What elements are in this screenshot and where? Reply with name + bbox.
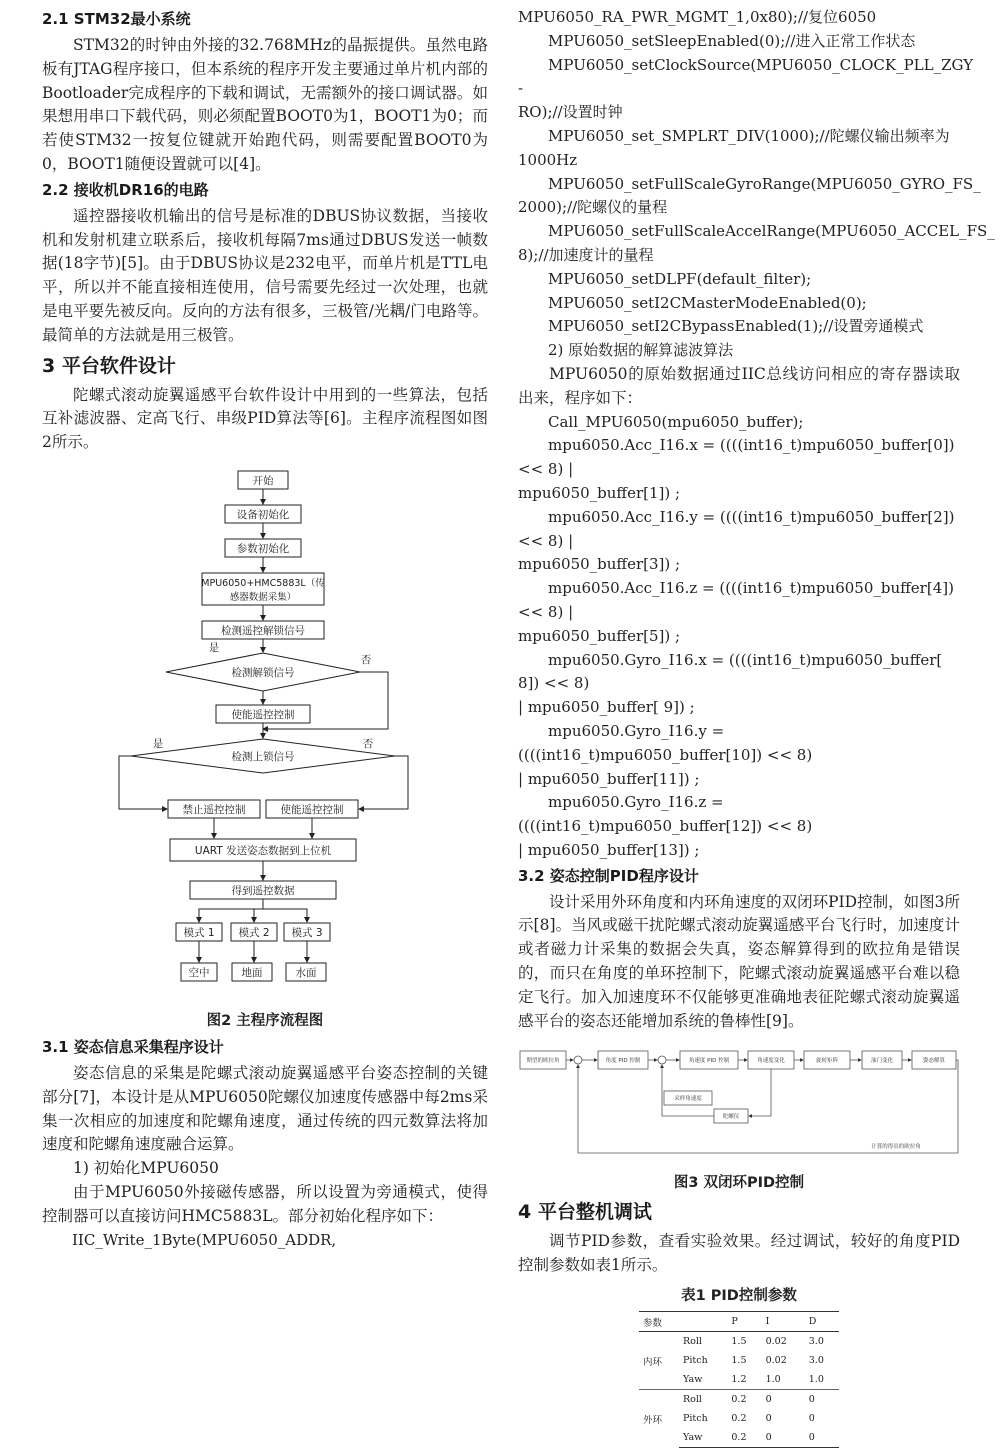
code-line: 2) 原始数据的解算滤波算法	[548, 341, 734, 360]
code-line: | mpu6050_buffer[11]) ;	[518, 769, 700, 788]
table-header-cell: D	[805, 1312, 839, 1332]
code-line: 2000);//陀螺仪的量程	[518, 198, 668, 217]
code-line: mpu6050.Acc_I16.y = ((((int16_t)mpu6050_buffer[2]) << 8) |	[518, 507, 955, 550]
code-line: 1000Hz	[518, 150, 578, 169]
table-row	[639, 1390, 839, 1410]
code-line: MPU6050_setI2CMasterModeEnabled(0);	[548, 293, 867, 312]
table-cell: 0	[762, 1428, 805, 1448]
section-3-1-title: 3.1 姿态信息采集程序设计	[42, 1037, 224, 1056]
flow-check-unlock-label: 检测解锁信号	[231, 666, 295, 679]
bd-b3-label: 角速度 PID 控制	[688, 1058, 730, 1065]
table-cell: 3.0	[808, 1336, 824, 1348]
code-line: mpu6050.Gyro_I16.z = ((((int16_t)mpu6050_buffer[12]) << 8)	[518, 793, 813, 836]
flow-water-label: 水面	[295, 966, 317, 979]
flow-init-param-label: 参数初始化	[236, 542, 290, 555]
flow-get-rc-label: 得到遥控数据	[231, 884, 295, 897]
outer-loop-label: 外环	[639, 1390, 679, 1448]
table-cell: Roll	[679, 1390, 727, 1410]
table-cell: 1.5	[731, 1355, 747, 1367]
table-cell: Roll	[683, 1336, 702, 1348]
section-3-1-bypass-paragraph: 由于MPU6050外接磁传感器，所以设置为旁通模式，使得控制器可以直接访问HMC5883L。部分初始化程序如下：	[42, 1182, 488, 1225]
code-line: mpu6050.Gyro_I16.y = ((((int16_t)mpu6050_buffer[10]) << 8)	[518, 721, 813, 764]
table-cell: Yaw	[683, 1374, 703, 1386]
flow-disable-rc-label: 禁止遥控控制	[182, 803, 246, 816]
flow-enable-rc2-label: 使能遥控控制	[280, 803, 344, 816]
code-line: RO);//设置时钟	[518, 103, 623, 122]
section-3-2-title: 3.2 姿态控制PID程序设计	[518, 866, 699, 885]
flow-no2-label: 否	[362, 737, 374, 750]
table-header-cell: 参数	[639, 1312, 679, 1332]
read-code-block	[518, 411, 960, 863]
table-cell: 0	[805, 1390, 839, 1410]
flow-ground-label: 地面	[241, 966, 263, 979]
code-line: MPU6050_setFullScaleGyroRange(MPU6050_GYRO_FS_	[548, 174, 981, 193]
table-header-row	[639, 1312, 839, 1332]
code-line: MPU6050_RA_PWR_MGMT_1,0x80);//复位6050	[518, 8, 877, 26]
flow-detect-signal-label: 检测遥控解锁信号	[221, 624, 305, 637]
code-line: mpu6050.Acc_I16.z = ((((int16_t)mpu6050_buffer[4]) << 8) |	[518, 579, 954, 621]
table-cell: 0	[808, 1413, 815, 1425]
code-line: mpu6050_buffer[5]) ;	[518, 626, 681, 645]
section-3-2-paragraph: 设计采用外环角度和内环角速度的双闭环PID控制，如图3所示[8]。当风或磁干扰陀螺式滚动旋翼遥感平台飞行时，加速度计或者磁力计采集的数据会失真，姿态解算得到的欧拉角是错误的，而只在角度的单环控制下，陀螺式滚动旋翼遥感平台难以稳定飞行。加入加速度环不仅能够更准确地表征陀螺式滚动旋翼遥感平台的姿态还能增加系统的鲁棒性[9]。	[518, 892, 960, 1030]
section-4-paragraph: 调节PID参数，查看实验效果。经过调试，较好的角度PID控制参数如表1所示。	[518, 1232, 960, 1275]
section-2-2-title: 2.2 接收机DR16的电路	[42, 180, 209, 199]
flow-init-device-label: 设备初始化	[236, 508, 290, 521]
code-line: MPU6050_setFullScaleAccelRange(MPU6050_ACCEL_FS_	[548, 222, 995, 241]
main-flowchart	[42, 467, 488, 1007]
table-cell: 0.2	[727, 1390, 761, 1410]
table-row	[639, 1332, 839, 1352]
flow-start-label: 开始	[252, 474, 274, 487]
section-3-1-step1: 1) 初始化MPU6050	[73, 1159, 219, 1178]
section-3-title: 3 平台软件设计	[42, 354, 176, 377]
section-4-title: 4 平台整机调试	[518, 1201, 652, 1224]
table-cell: 0.02	[765, 1336, 787, 1348]
flow-enable-rc-label: 使能遥控控制	[231, 708, 295, 721]
flow-no1-label: 否	[360, 653, 372, 666]
inner-loop-label: 内环	[643, 1356, 663, 1368]
bd-b4-label: 角速度变化	[757, 1058, 785, 1065]
bd-b5-label: 旋转矩阵	[815, 1058, 839, 1065]
table-cell: 0	[762, 1390, 805, 1410]
flow-mode2-label: 模式 2	[238, 926, 270, 939]
section-2-2-paragraph: 遥控器接收机输出的信号是标准的DBUS协议数据，当接收机和发射机建立联系后，接收机每隔7ms通过DBUS发送一帧数据(18字节)[5]。由于DBUS协议是232电平，而单片机是TTL电平，所以并不能直接相连使用，信号需要先经过一次处理，也就是电平要先被反向。反向的方法有很多，三极管/光耦/门电路等。最简单的方法就是用三极管。	[42, 206, 488, 344]
section-3-1-paragraph: 姿态信息的采集是陀螺式滚动旋翼遥感平台姿态控制的关键部分[7]，本设计是从MPU6050陀螺仪加速度传感器中每2ms采集一次相应的加速度和陀螺角速度，通过传统的四元数算法将加速度和陀螺角速度融合运算。	[42, 1063, 488, 1154]
table-cell: 0.2	[727, 1428, 761, 1448]
section-3-1-code-line: IIC_Write_1Byte(MPU6050_ADDR,	[72, 1230, 337, 1249]
flow-air-label: 空中	[188, 966, 210, 979]
bd-b6-label: 油门变化	[870, 1058, 894, 1065]
table-cell: Pitch	[683, 1413, 708, 1425]
code-line: mpu6050_buffer[1]) ;	[518, 483, 681, 502]
bd-sum2	[658, 1056, 666, 1064]
flow-yes1-label: 是	[208, 641, 220, 654]
flow-uart-label: UART 发送姿态数据到上位机	[194, 844, 332, 857]
flow-yes2-label: 是	[152, 737, 164, 750]
right-column	[518, 6, 995, 1448]
table-header-cell: P	[727, 1312, 761, 1332]
table-cell: 0.02	[765, 1355, 787, 1367]
pid-block-diagram	[518, 1047, 960, 1165]
table-cell: 1.2	[731, 1374, 747, 1386]
table-cell: 0	[805, 1428, 839, 1448]
bd-sum1	[574, 1056, 582, 1064]
flow-check-lock-label: 检测上锁信号	[231, 750, 295, 763]
bd-b2-label: 角度 PID 控制	[605, 1058, 641, 1065]
table-header-cell	[679, 1312, 727, 1332]
bd-b10-label: 计算的得出的欧拉角	[871, 1144, 921, 1151]
bd-b9-label: 陀螺仪	[722, 1114, 740, 1121]
flow-sensor-label-1: MPU6050+HMC5883L（传	[201, 577, 325, 589]
code-line: MPU6050_setDLPF(default_filter);	[548, 269, 812, 288]
code-line: MPU6050_set_SMPLRT_DIV(1000);//陀螺仪输出频率为	[548, 126, 950, 145]
table-cell: 0	[765, 1413, 772, 1425]
bd-b1-label: 期望的欧拉角	[526, 1058, 560, 1065]
table-cell: Yaw	[679, 1428, 727, 1448]
code-line: mpu6050_buffer[3]) ;	[518, 555, 681, 574]
code-line: 8);//加速度计的量程	[518, 245, 654, 264]
figure-2-caption: 图2 主程序流程图	[206, 1012, 324, 1029]
code-line: | mpu6050_buffer[ 9]) ;	[518, 698, 695, 717]
table-cell: 1.0	[808, 1374, 824, 1386]
table-cell: 0.2	[731, 1413, 747, 1425]
table-cell: 1.5	[731, 1336, 747, 1348]
code-line: mpu6050.Acc_I16.x = ((((int16_t)mpu6050_buffer[0]) << 8) |	[518, 436, 955, 479]
section-2-1-title: 2.1 STM32最小系统	[42, 10, 191, 28]
code-line: | mpu6050_buffer[13]) ;	[518, 840, 700, 859]
pid-parameter-table	[639, 1311, 839, 1448]
table-cell: 1.0	[765, 1374, 781, 1386]
code-line: MPU6050_setI2CBypassEnabled(1);//设置旁通模式	[548, 317, 924, 336]
section-2-1-paragraph: STM32的时钟由外接的32.768MHz的晶振提供。虽然电路板有JTAG程序接口，但本系统的程序开发主要通过单片机内部的Bootloader完成程序的下载和调试，无需额外的接口调试器。如果想用串口下载代码，则必须配置BOOT0为1，BOOT1为0；而若使STM32一按复位键就开始跑代码，则需要配置BOOT0为0，BOOT1随便设置就可以[4]。	[42, 36, 488, 173]
flow-mode1-label: 模式 1	[183, 926, 215, 939]
flow-sensor-label-2: 感器数据采集）	[229, 591, 297, 603]
code-line: mpu6050.Gyro_I16.x = ((((int16_t)mpu6050_buffer[ 8]) << 8)	[518, 650, 943, 693]
bd-b7-label: 姿态解算	[922, 1058, 946, 1065]
left-column	[42, 6, 488, 1252]
table-cell: Pitch	[683, 1355, 708, 1367]
flow-mode3-label: 模式 3	[291, 926, 323, 939]
figure-3-caption: 图3 双闭环PID控制	[673, 1175, 805, 1192]
section-3-paragraph: 陀螺式滚动旋翼遥感平台软件设计中用到的一些算法，包括互补滤波器、定高飞行、串级PID算法等[6]。主程序流程图如图2所示。	[42, 385, 488, 452]
table-cell: 3.0	[808, 1355, 824, 1367]
code-line: MPU6050_setSleepEnabled(0);//进入正常工作状态	[548, 31, 916, 50]
table-1-caption: 表1 PID控制参数	[681, 1288, 797, 1305]
table-header-cell: I	[762, 1312, 805, 1332]
init-code-block	[518, 6, 995, 363]
code-line: Call_MPU6050(mpu6050_buffer);	[548, 412, 804, 431]
raw-data-paragraph: MPU6050的原始数据通过IIC总线访问相应的寄存器读取出来，程序如下：	[518, 364, 960, 407]
code-line: MPU6050_setClockSource(MPU6050_CLOCK_PLL_ZGY -	[518, 55, 974, 98]
bd-b8-label: 采样角速度	[674, 1096, 702, 1103]
